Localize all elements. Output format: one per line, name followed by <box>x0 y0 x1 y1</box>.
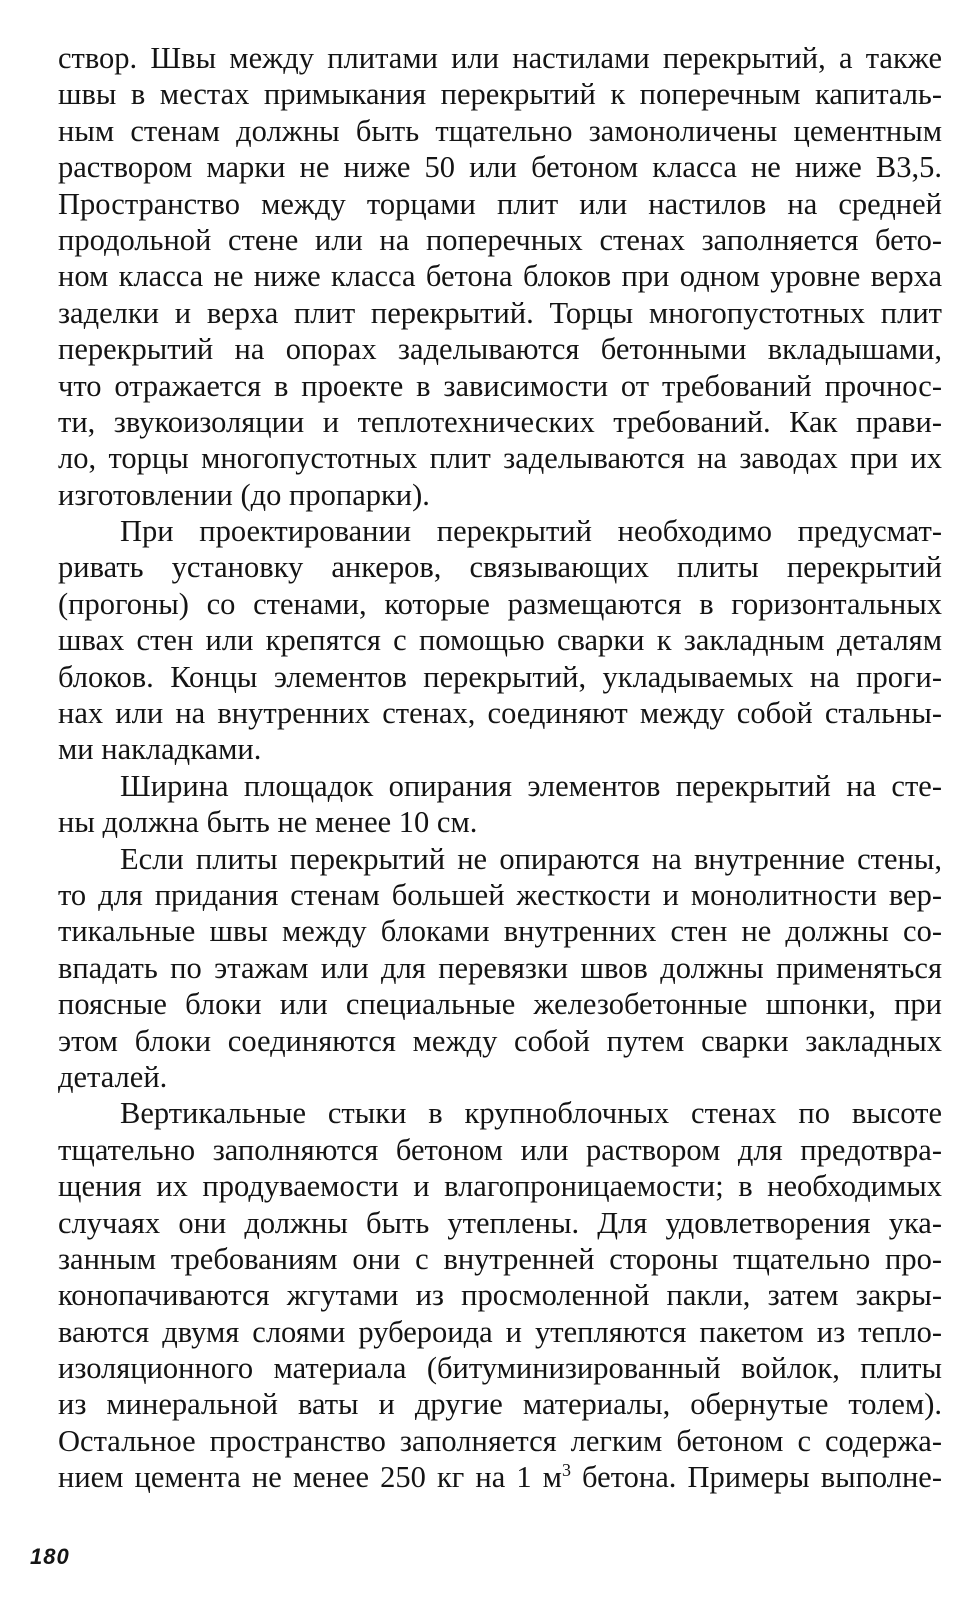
text-line: Остальное пространство заполняется легким бетоном с содержа- <box>58 1423 942 1458</box>
text-line: изготовлении (до пропарки). <box>58 477 430 512</box>
text-line: ми накладками. <box>58 732 262 767</box>
text-line: тикальные швы между блоками внутренних стен не должны со- <box>58 914 942 949</box>
text-line: из минеральной ваты и другие материалы, обернутые толем). <box>58 1387 942 1422</box>
superscript: 3 <box>561 1460 571 1481</box>
text-line: ло, торцы многопустотных плит заделываются на заводах при их <box>58 441 942 476</box>
text-line: продольной стене или на поперечных стенах заполняется бето- <box>58 222 942 257</box>
text-line: поясные блоки или специальные железобетонные шпонки, при <box>58 987 942 1022</box>
text-line: изоляционного материала (битуминизированный войлок, плиты <box>58 1351 942 1386</box>
text-line: раствором марки не ниже 50 или бетоном класса не ниже В3,5. <box>58 150 942 185</box>
text-line: ривать установку анкеров, связывающих плиты перекрытий <box>58 550 942 585</box>
text-line: ны должна быть не менее 10 см. <box>58 805 478 840</box>
page-number: 180 <box>30 1544 70 1569</box>
text-line: деталей. <box>58 1059 168 1094</box>
text-line: Если плиты перекрытий не опираются на внутренние стены, <box>120 841 942 876</box>
text-line: ном класса не ниже класса бетона блоков при одном уровне верха <box>58 259 942 294</box>
text-line: Вертикальные стыки в крупноблочных стенах по высоте <box>120 1096 942 1131</box>
paragraph-1 <box>58 40 942 513</box>
text-line: швах стен или крепятся с помощью сварки к закладным деталям <box>58 623 942 658</box>
text-line: тщательно заполняются бетоном или раствором для предотвра- <box>58 1132 942 1167</box>
text-line: занным требованиям они с внутренней стороны тщательно про- <box>58 1241 942 1276</box>
text-segment: бетона. Примеры выполне- <box>570 1460 943 1495</box>
text-line: то для придания стенам большей жесткости и монолитности вер- <box>58 877 942 912</box>
text-line: швы в местах примыкания перекрытий к поперечным капиталь- <box>58 77 942 112</box>
text-line: Ширина площадок опирания элементов перекрытий на сте- <box>120 768 942 803</box>
text-line: блоков. Концы элементов перекрытий, укладываемых на проги- <box>58 659 942 694</box>
page-text <box>58 40 942 1496</box>
text-line: ти, звукоизоляции и теплотехнических требований. Как прави- <box>58 404 942 439</box>
text-line: этом блоки соединяются между собой путем сварки закладных <box>58 1023 942 1058</box>
text-line: Пространство между торцами плит или настилов на средней <box>58 186 942 221</box>
paragraph-5 <box>58 1095 942 1495</box>
text-line: случаях они должны быть утеплены. Для удовлетворения ука- <box>58 1205 942 1240</box>
text-line <box>58 1459 942 1495</box>
text-line: нах или на внутренних стенах, соединяют между собой стальны- <box>58 696 942 731</box>
text-line: впадать по этажам или для перевязки швов должны применяться <box>58 950 942 985</box>
text-line: (прогоны) со стенами, которые размещаются в горизонтальных <box>58 586 942 621</box>
text-line: щения их продуваемости и влагопроницаемости; в необходимых <box>58 1169 942 1204</box>
paragraph-3 <box>58 768 942 841</box>
text-segment: нием цемента не менее 250 кг на 1 м <box>58 1460 562 1495</box>
text-line: перекрытий на опорах заделываются бетонными вкладышами, <box>58 332 942 367</box>
text-line: заделки и верха плит перекрытий. Торцы многопустотных плит <box>58 295 942 330</box>
text-line: При проектировании перекрытий необходимо предусмат- <box>120 514 942 549</box>
text-line: створ. Швы между плитами или настилами перекрытий, а также <box>58 41 942 75</box>
paragraph-2 <box>58 513 942 768</box>
paragraph-4 <box>58 841 942 1096</box>
text-line: ваются двумя слоями рубероида и утепляются пакетом из тепло- <box>58 1314 942 1349</box>
text-line: конопачиваются жгутами из просмоленной пакли, затем закры- <box>58 1278 942 1313</box>
text-line: ным стенам должны быть тщательно замоноличены цементным <box>58 113 942 148</box>
text-line: что отражается в проекте в зависимости от требований прочнос- <box>58 368 942 403</box>
